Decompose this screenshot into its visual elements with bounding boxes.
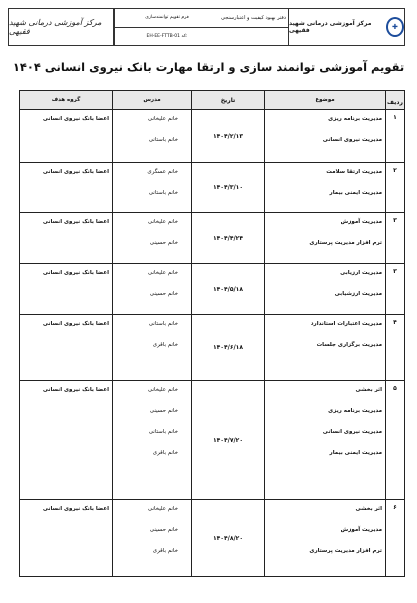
header-topic: موضوع	[265, 91, 386, 110]
row-number: ۱	[386, 110, 405, 163]
teacher-name: خانم علیخانی	[147, 219, 178, 225]
table-row	[20, 381, 405, 500]
form-codes	[114, 9, 219, 45]
teacher-name: خانم علیخانی	[147, 270, 178, 276]
target-group: اعضا بانک نیروی انسانی	[42, 270, 109, 276]
target-group-cell	[20, 500, 113, 577]
page-title: تقویم آموزشی توانمند سازی و ارتقا مهارت بانک نیروی انسانی ۱۴۰۴	[12, 60, 405, 74]
teacher-name: خانم حسینی	[149, 527, 178, 533]
topic-cell	[265, 381, 386, 500]
form-code	[115, 28, 219, 46]
teacher-name: خانم علیخانی	[147, 387, 178, 393]
topic-item: مدیریت اعتبارات استاندارد	[310, 321, 382, 327]
topic-item: ترم افزار مدیریت پرستاری	[309, 240, 382, 246]
form-name: فرم تقویم توانمندسازی	[115, 9, 219, 28]
table-row	[20, 264, 405, 315]
form-code-value: EH-EE-FTTB-01	[146, 33, 181, 39]
teacher-cell	[113, 163, 192, 213]
table-body	[20, 110, 405, 577]
row-number: ۳	[386, 213, 405, 264]
table-row	[20, 315, 405, 381]
date-cell: ۱۴۰۴/۶/۱۸	[192, 315, 265, 381]
topic-cell	[265, 264, 386, 315]
header-group: گروه هدف	[20, 91, 113, 110]
target-group: اعضا بانک نیروی انسانی	[42, 506, 109, 512]
target-group: اعضا بانک نیروی انسانی	[42, 321, 109, 327]
schedule-table	[19, 90, 405, 577]
table-row	[20, 110, 405, 163]
teacher-name: خانم حسینی	[149, 291, 178, 297]
target-group: اعضا بانک نیروی انسانی	[42, 116, 109, 122]
signature-logo	[9, 9, 114, 45]
teacher-cell	[113, 500, 192, 577]
row-number: ۵	[386, 381, 405, 500]
teacher-name: خانم باستانی	[148, 429, 178, 435]
date-cell: ۱۴۰۴/۲/۱۳	[192, 110, 265, 163]
topic-item: اثر بخشی	[355, 387, 382, 393]
target-group-cell	[20, 213, 113, 264]
teacher-name: خانم باستانی	[148, 137, 178, 143]
target-group: اعضا بانک نیروی انسانی	[42, 219, 109, 225]
target-group-cell	[20, 381, 113, 500]
form-code-label: کد:	[181, 33, 188, 39]
row-number: ۲	[386, 163, 405, 213]
target-group-cell	[20, 110, 113, 163]
topic-cell	[265, 500, 386, 577]
topic-item: مدیریت آموزش	[340, 219, 382, 225]
topic-item: مدیریت نیروی انسانی	[322, 429, 382, 435]
row-number: ۴	[386, 315, 405, 381]
table-row	[20, 163, 405, 213]
header-date: تاریخ	[192, 91, 265, 110]
target-group-cell	[20, 163, 113, 213]
table-row	[20, 500, 405, 577]
target-group-cell	[20, 264, 113, 315]
topic-cell	[265, 110, 386, 163]
topic-cell	[265, 315, 386, 381]
topic-item: مدیریت آموزش	[340, 527, 382, 533]
teacher-name: خانم علیخانی	[147, 116, 178, 122]
teacher-cell	[113, 110, 192, 163]
teacher-name: خانم باستانی	[148, 190, 178, 196]
teacher-name: خانم عسگری	[147, 169, 178, 175]
topic-item: مدیریت ایمنی بیمار	[329, 450, 382, 456]
hospital-emblem-icon: ✚	[386, 17, 404, 37]
row-number: ۶	[386, 500, 405, 577]
target-group: اعضا بانک نیروی انسانی	[42, 169, 109, 175]
topic-item: مدیریت نیروی انسانی	[322, 137, 382, 143]
table-row	[20, 213, 405, 264]
teacher-name: خانم باقری	[152, 342, 178, 348]
hospital-logo	[288, 9, 404, 45]
signature-text: مرکز آموزشی درمانی شهید فقیهی	[9, 18, 102, 36]
teacher-name: خانم باقری	[152, 548, 178, 554]
date-cell: ۱۴۰۴/۸/۲۰	[192, 500, 265, 577]
target-group-cell	[20, 315, 113, 381]
date-cell: ۱۴۰۴/۵/۱۸	[192, 264, 265, 315]
date-cell: ۱۴۰۴/۳/۱۰	[192, 163, 265, 213]
org-name: دفتر بهبود کیفیت و اعتبارسنجی	[219, 9, 288, 28]
date-cell: ۱۴۰۴/۴/۲۴	[192, 213, 265, 264]
teacher-name: خانم حسینی	[149, 408, 178, 414]
topic-item: مدیریت برگزاری جلسات	[316, 342, 382, 348]
date-cell: ۱۴۰۴/۷/۲۰	[192, 381, 265, 500]
header-num: ردیف	[386, 91, 405, 110]
topic-item: مدیریت ارتقا سلامت	[326, 169, 382, 175]
header-middle	[219, 9, 288, 45]
document-header	[8, 8, 405, 46]
topic-item: مدیریت برنامه ریزی	[328, 116, 382, 122]
teacher-cell	[113, 315, 192, 381]
teacher-cell	[113, 381, 192, 500]
target-group: اعضا بانک نیروی انسانی	[42, 387, 109, 393]
teacher-name: خانم باقری	[152, 450, 178, 456]
teacher-cell	[113, 213, 192, 264]
topic-cell	[265, 163, 386, 213]
header-teacher: مدرس	[113, 91, 192, 110]
teacher-name: خانم علیخانی	[147, 506, 178, 512]
teacher-cell	[113, 264, 192, 315]
topic-cell	[265, 213, 386, 264]
topic-item: ترم افزار مدیریت پرستاری	[309, 548, 382, 554]
teacher-name: خانم حسینی	[149, 240, 178, 246]
hospital-logo-text: مرکز آموزشی درمانی شهید فقیهی	[289, 20, 372, 34]
topic-item: مدیریت برنامه ریزی	[328, 408, 382, 414]
table-header-row	[20, 91, 405, 110]
row-number: ۳	[386, 264, 405, 315]
topic-item: مدیریت ارزیابی	[340, 270, 382, 276]
header-blank	[219, 28, 288, 46]
topic-item: مدیریت ارزشیابی	[334, 291, 382, 297]
topic-item: مدیریت ایمنی بیمار	[329, 190, 382, 196]
teacher-name: خانم باستانی	[148, 321, 178, 327]
topic-item: اثر بخشی	[355, 506, 382, 512]
